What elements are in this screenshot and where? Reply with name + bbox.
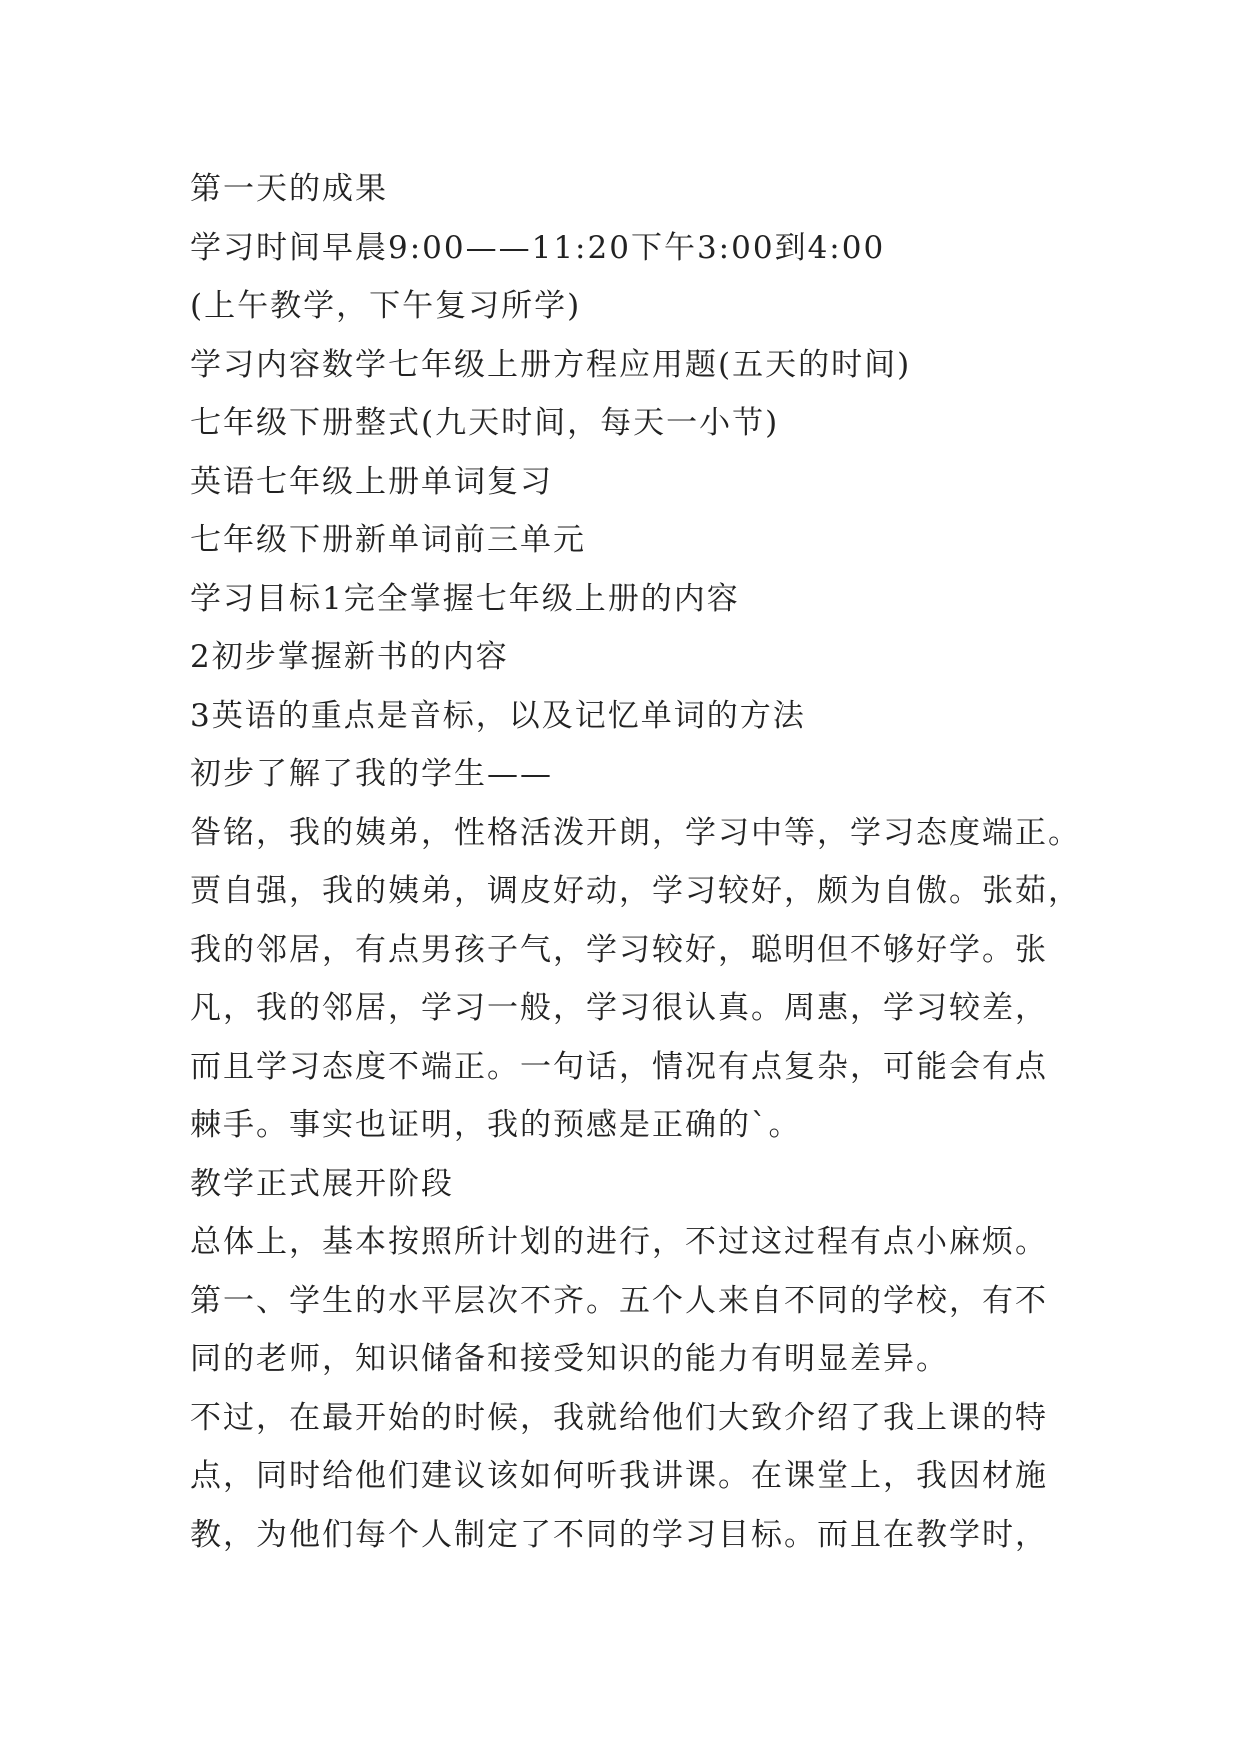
students-paragraph [190,804,1080,1155]
paragraph-line: 教，为他们每个人制定了不同的学习目标。而且在教学时， [190,1516,1048,1553]
paragraph-line: 第一、学生的水平层次不齐。五个人来自不同的学校，有不 [190,1282,1048,1319]
paragraph-line: 贾自强，我的姨弟，调皮好动，学习较好，颇为自傲。张茹， [190,873,1081,909]
paragraph-line: 棘手。事实也证明，我的预感是正确的`。 [190,1107,802,1143]
study-content-math-second-line: 七年级下册整式(九天时间，每天一小节) [190,405,780,441]
study-content-english-second-line: 七年级下册新单词前三单元 [190,522,586,558]
study-content-english-line: 英语七年级上册单词复习 [190,463,553,500]
study-time-line: 学习时间早晨9:00——11:20下午3:00到4:00 [190,229,886,266]
paragraph-line: 总体上，基本按照所计划的进行，不过这过程有点小麻烦。 [190,1224,1048,1260]
section-heading: 教学正式展开阶段 [190,1165,454,1202]
study-goal-1: 学习目标1完全掌握七年级上册的内容 [190,580,740,617]
paragraph-line: 昝铭，我的姨弟，性格活泼开朗，学习中等，学习态度端正。 [190,814,1081,851]
paragraph-line: 凡，我的邻居，学习一般，学习很认真。周惠，学习较差， [190,990,1048,1026]
students-intro-heading: 初步了解了我的学生—— [190,756,553,792]
paragraph-line: 不过，在最开始的时候，我就给他们大致介绍了我上课的特 [190,1399,1048,1436]
paragraph-line: 点，同时给他们建议该如何听我讲课。在课堂上，我因材施 [190,1458,1048,1494]
study-content-math-line: 学习内容数学七年级上册方程应用题(五天的时间) [190,346,912,383]
study-goal-3: 3英语的重点是音标，以及记忆单词的方法 [190,697,806,734]
paragraph-line: 而且学习态度不端正。一句话，情况有点复杂，可能会有点 [190,1048,1048,1085]
paragraph-line: 同的老师，知识储备和接受知识的能力有明显差异。 [190,1341,949,1377]
study-goal-2: 2初步掌握新书的内容 [190,639,509,675]
paragraph-line: 我的邻居，有点男孩子气，学习较好，聪明但不够好学。张 [190,931,1048,968]
overview-paragraph [190,1213,1080,1389]
document-title: 第一天的成果 [190,171,388,207]
closing-paragraph [190,1389,1080,1565]
document-body [190,160,1080,1564]
study-time-note: (上午教学，下午复习所学) [190,288,582,324]
